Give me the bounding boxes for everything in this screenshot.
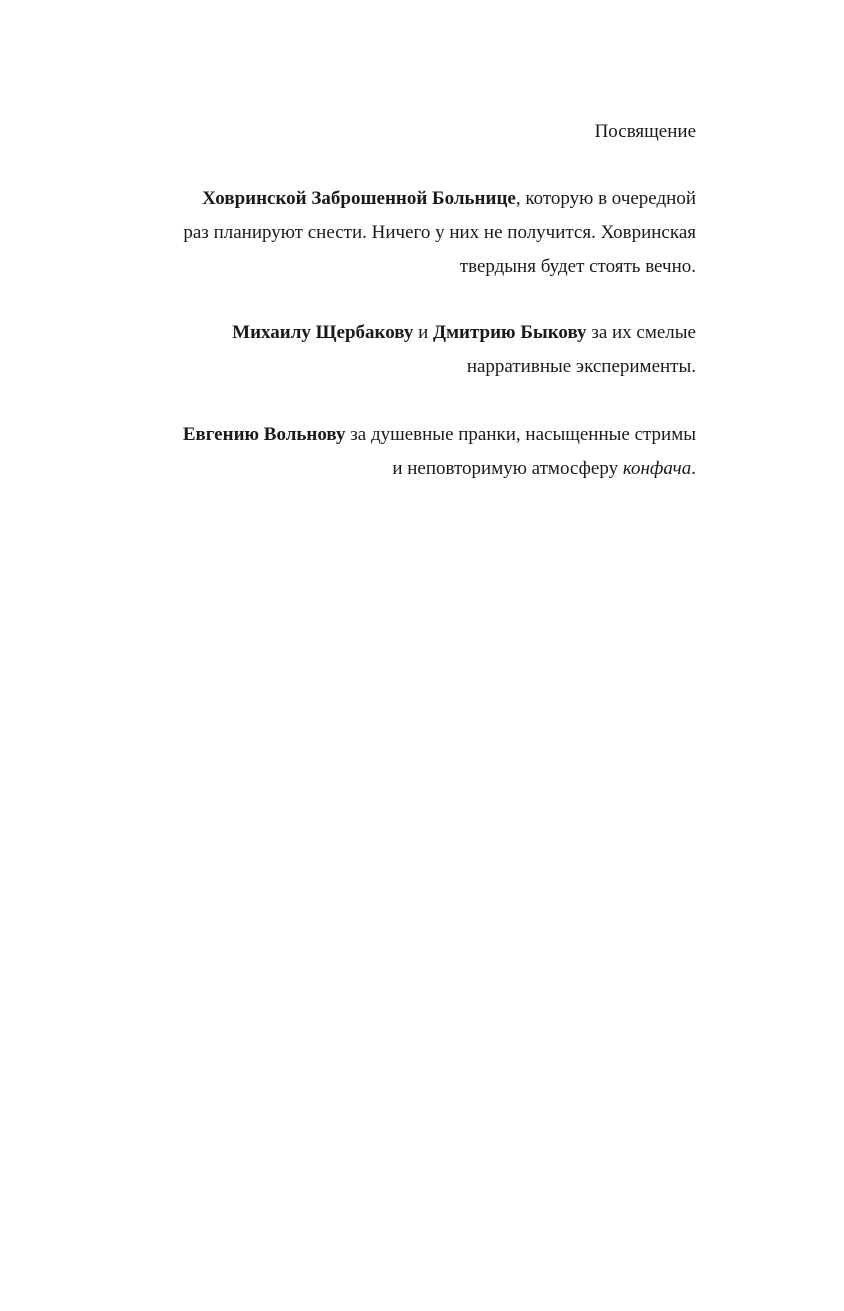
paragraph-line [96, 316, 696, 350]
dedication-paragraph-volnov [96, 418, 696, 486]
bold-name: Евгению Вольнову [182, 424, 346, 445]
text-span: и неповторимую атмосферу [392, 458, 623, 479]
dedication-paragraph-hospital [96, 182, 696, 284]
dedication-heading: Посвящение [594, 121, 696, 142]
text-span: , которую в очередной [515, 188, 696, 209]
text-span: . [691, 458, 696, 479]
paragraph-line: раз планируют снести. Ничего у них не получится. Ховринская [183, 222, 696, 243]
bold-name: Дмитрию Быкову [433, 322, 587, 343]
italic-word: конфача [622, 458, 692, 479]
paragraph-line [96, 452, 696, 486]
paragraph-line [96, 418, 696, 452]
bold-name: Михаилу Щербакову [232, 322, 414, 343]
text-span: и [413, 322, 434, 343]
text-span: за их смелые [586, 322, 696, 343]
dedication-paragraph-authors [96, 316, 696, 384]
bold-name: Ховринской Заброшенной Больнице [202, 188, 516, 209]
text-span: за душевные пранки, насыщенные стримы [345, 424, 696, 445]
paragraph-line [96, 182, 696, 216]
paragraph-line: нарративные эксперименты. [466, 356, 696, 377]
paragraph-line: твердыня будет стоять вечно. [459, 256, 696, 277]
